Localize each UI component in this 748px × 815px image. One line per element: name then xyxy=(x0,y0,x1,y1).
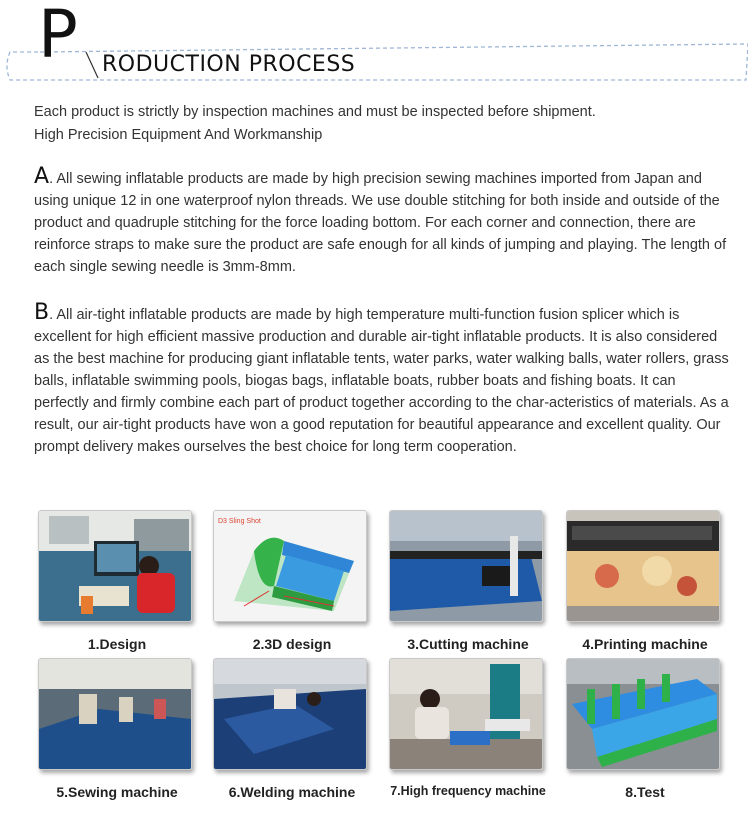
test-inflatable-photo xyxy=(566,658,720,770)
step-card-cutting xyxy=(389,510,547,652)
paragraph-a xyxy=(34,166,734,278)
header-frame xyxy=(0,0,748,95)
sewing-machine-photo xyxy=(38,658,192,770)
step-card-3d-design xyxy=(213,510,371,652)
step-card-sewing xyxy=(38,658,196,800)
paragraph-a-text: . All sewing inflatable products are made by high precision sewing machines imported from Japan and using unique 12 in one waterproof nylon threads. We use double stitching for both inside and outside of the product and quadruple stitching for the force loading bottom. For each corner and connection, there are reinforce straps to make sure the product are safe enough for all kinds of jumping and playing. The length of each single sewing needle is 3mm-8mm. xyxy=(34,171,727,275)
cutting-machine-photo xyxy=(389,510,543,622)
paragraph-a-letter: A xyxy=(34,164,50,189)
step-caption-3: 3.Cutting machine xyxy=(407,636,529,652)
header-initial-letter: P xyxy=(38,0,78,73)
design-office-photo xyxy=(38,510,192,622)
step-caption-1: 1.Design xyxy=(87,636,147,652)
step-card-design xyxy=(38,510,196,652)
step-caption-6: 6.Welding machine xyxy=(228,784,356,800)
paragraph-b-letter: B xyxy=(34,300,50,325)
3d-design-render xyxy=(213,510,367,622)
paragraph-b-text: . All air-tight inflatable products are made by high temperature multi-function fusion splicer which is excellent for high efficient massive production and durable air-tight inflatable products. It is also considered as the best machine for producing giant inflatable tents, water parks, water walking balls, water rollers, grass balls, inflatable swimming pools, biogas bags, inflatable boats, rubber boats and fishing boats. It can perfectly and firmly combine each part of product together according to the char-acteristics of materials. As a result, our air-tight products have won a good reputation for beautiful appearance and excellent quality. Our prompt delivery makes ourselves the best choice for long term cooperation. xyxy=(34,307,729,455)
intro-line-2: High Precision Equipment And Workmanship xyxy=(34,127,323,143)
3d-render-label: D3 Sling Shot xyxy=(218,518,261,525)
step-card-high-frequency xyxy=(389,658,547,798)
step-card-welding xyxy=(213,658,371,800)
process-steps-grid xyxy=(0,505,748,815)
step-caption-4: 4.Printing machine xyxy=(582,636,708,652)
step-card-printing xyxy=(566,510,724,652)
step-caption-5: 5.Sewing machine xyxy=(56,784,178,800)
intro-line-1: Each product is strictly by inspection machines and must be inspected before shipment. xyxy=(34,104,596,120)
printing-machine-photo xyxy=(566,510,720,622)
page-title: RODUCTION PROCESS xyxy=(102,52,356,77)
section-header xyxy=(0,0,748,95)
high-frequency-machine-photo xyxy=(389,658,543,770)
paragraph-b xyxy=(34,302,734,458)
step-caption-7: 7.High frequency machine xyxy=(390,784,546,798)
intro-text xyxy=(34,101,734,147)
welding-machine-photo xyxy=(213,658,367,770)
step-caption-2: 2.3D design xyxy=(252,636,332,652)
step-card-test xyxy=(566,658,724,800)
step-caption-8: 8.Test xyxy=(625,784,665,800)
